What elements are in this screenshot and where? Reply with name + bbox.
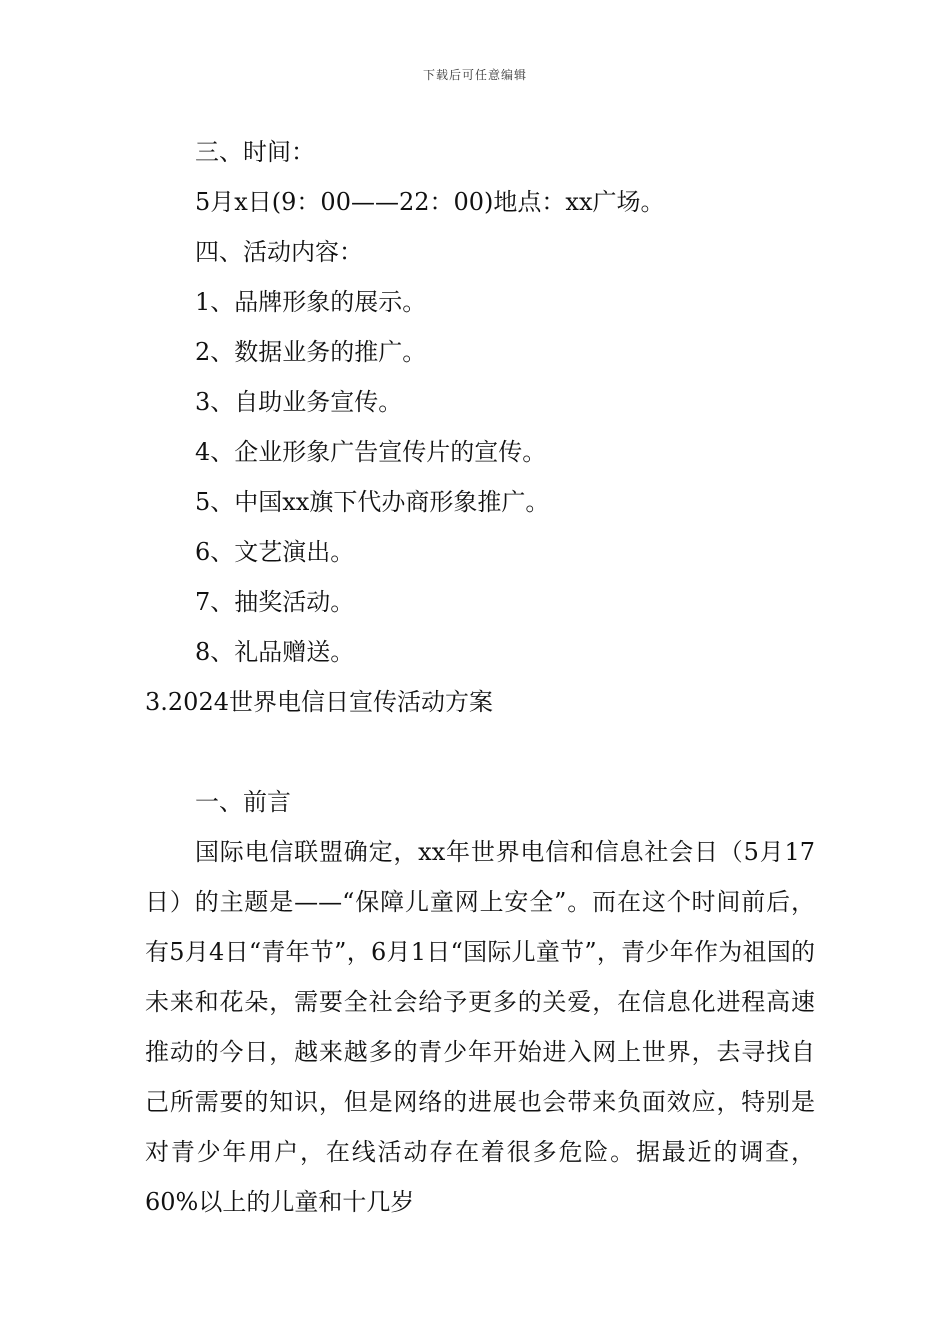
- list-item: 7、抽奖活动。: [195, 588, 355, 616]
- list-item: 6、文艺演出。: [195, 538, 355, 566]
- list-item: 2、数据业务的推广。: [195, 338, 427, 366]
- list-item: 5、中国xx旗下代办商形象推广。: [195, 488, 550, 516]
- header-note: 下载后可任意编辑: [422, 68, 527, 82]
- time-heading: 三、时间：: [195, 138, 315, 166]
- blank-line: [145, 727, 815, 777]
- time-detail: 5月x日(9：00——22：00)地点：xx广场。: [195, 188, 665, 216]
- activity-list: [145, 277, 815, 677]
- preface-paragraph: 国际电信联盟确定，xx年世界电信和信息社会日（5月17日）的主题是——“保障儿童网上安全”。而在这个时间前后，有5月4日“青年节”，6月1日“国际儿童节”，青少年作为祖国的未来和花朵，需要全社会给予更多的关爱，在信息化进程高速推动的今日，越来越多的青少年开始进入网上世界，去寻找自己所需要的知识，但是网络的进展也会带来负面效应，特别是对青少年用户，在线活动存在着很多危险。据最近的调查，60%以上的儿童和十几岁: [145, 838, 815, 1216]
- preface-heading: 一、前言: [195, 788, 291, 816]
- document-title: 3.2024世界电信日宣传活动方案: [145, 688, 493, 716]
- list-item: 8、礼品赠送。: [195, 638, 355, 666]
- list-item: 1、品牌形象的展示。: [195, 288, 427, 316]
- list-item: 4、企业形象广告宣传片的宣传。: [195, 438, 547, 466]
- document-body: [145, 127, 815, 1227]
- list-item: 3、自助业务宣传。: [195, 388, 403, 416]
- activity-heading: 四、活动内容：: [195, 238, 363, 266]
